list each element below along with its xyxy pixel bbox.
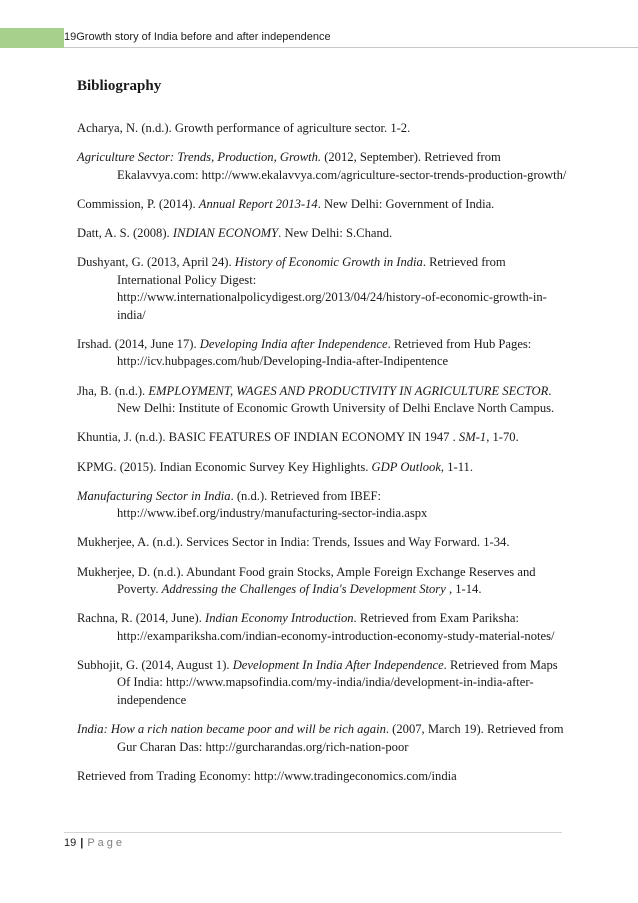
- entry-text: , 1-70.: [486, 430, 519, 445]
- bibliography-entry: [77, 564, 567, 599]
- page-footer: [64, 837, 125, 849]
- bibliography-entry: [77, 429, 567, 447]
- entry-text: Mukherjee, A. (n.d.). Services Sector in India: Trends, Issues and Way Forward. 1-34.: [77, 535, 510, 550]
- entry-title: GDP Outlook: [371, 459, 441, 474]
- entry-title: EMPLOYMENT, WAGES AND PRODUCTIVITY IN AGRICULTURE SECTOR: [148, 383, 549, 398]
- entry-title: History of Economic Growth in India: [234, 255, 423, 270]
- entry-text: Datt, A. S. (2008).: [77, 226, 173, 241]
- page-title: Bibliography: [77, 78, 162, 94]
- entry-text: Khuntia, J. (n.d.). BASIC FEATURES OF INDIAN ECONOMY IN 1947 .: [77, 430, 459, 445]
- entry-text: Jha, B. (n.d.).: [77, 383, 149, 398]
- header-rule: [64, 47, 638, 48]
- entry-text: Subhojit, G. (2014, August 1).: [77, 657, 233, 672]
- entry-text: Rachna, R. (2014, June).: [77, 611, 206, 626]
- footer-separator: |: [80, 837, 84, 849]
- entry-text: Retrieved from Trading Economy: http://www.tradingeconomics.com/india: [77, 768, 457, 783]
- bibliography-list: [77, 120, 567, 797]
- entry-text: Commission, P. (2014).: [77, 196, 199, 211]
- entry-title: Manufacturing Sector in India: [77, 488, 231, 503]
- bibliography-entry: [77, 657, 567, 710]
- entry-text: , 1-11.: [440, 459, 473, 474]
- entry-text: . Retrieved from Hub Pages: http://icv.hubpages.com/hub/Developing-India-after-Indipentence: [117, 336, 532, 369]
- bibliography-entry: [77, 488, 567, 523]
- entry-title: Developing India after Independence: [199, 336, 388, 351]
- footer-page-number: 19: [64, 837, 77, 849]
- entry-text: Irshad. (2014, June 17).: [77, 336, 200, 351]
- bibliography-entry: [77, 336, 567, 371]
- bibliography-entry: [77, 196, 567, 214]
- entry-title: India: How a rich nation became poor and will be rich again: [77, 722, 386, 737]
- footer-rule: [64, 832, 562, 833]
- bibliography-entry: [77, 721, 567, 756]
- entry-title: Addressing the Challenges of India's Development Story: [161, 582, 446, 597]
- header-running-title: Growth story of India before and after independence: [76, 31, 331, 43]
- entry-title: Development In India After Independence: [232, 657, 444, 672]
- entry-text: KPMG. (2015). Indian Economic Survey Key Highlights.: [77, 459, 372, 474]
- entry-text: Mukherjee, D. (n.d.). Abundant Food grain Stocks, Ample Foreign Exchange Reserves and Poverty.: [77, 564, 536, 597]
- bibliography-entry: [77, 225, 567, 243]
- bibliography-entry: [77, 768, 567, 786]
- header-text: [64, 31, 331, 43]
- bibliography-entry: [77, 254, 567, 324]
- bibliography-entry: [77, 383, 567, 418]
- entry-text: . New Delhi: Institute of Economic Growth University of Delhi Enclave North Campus.: [117, 383, 555, 416]
- entry-title: SM-1: [458, 430, 487, 445]
- entry-text: , 1-14.: [445, 582, 482, 597]
- bibliography-entry: [77, 459, 567, 477]
- entry-text: . (n.d.). Retrieved from IBEF: http://www.ibef.org/industry/manufacturing-sector-india.aspx: [117, 488, 428, 521]
- header-page-number: 19: [64, 31, 77, 43]
- entry-title: Agriculture Sector: Trends, Production, Growth.: [77, 150, 322, 165]
- bibliography-entry: [77, 120, 567, 138]
- entry-text: . New Delhi: Government of India.: [317, 196, 495, 211]
- entry-text: . Retrieved from International Policy Digest: http://www.internationalpolicydigest.org/2013/04/24/history-of-economic-growth-in-india/: [117, 255, 547, 322]
- bibliography-entry: [77, 534, 567, 552]
- bibliography-entry: [77, 610, 567, 645]
- entry-text: Acharya, N. (n.d.). Growth performance of agriculture sector. 1-2.: [77, 121, 411, 135]
- header-accent-block: [0, 28, 64, 48]
- entry-text: . Retrieved from Maps Of India: http://www.mapsofindia.com/my-india/india/development-in-india-after-independence: [117, 657, 558, 707]
- entry-text: . (2007, March 19). Retrieved from Gur Charan Das: http://gurcharandas.org/rich-nation-poor: [117, 722, 564, 754]
- footer-page-label: Page: [87, 837, 126, 849]
- bibliography-entry: [77, 149, 567, 184]
- entry-text: . Retrieved from Exam Pariksha: http://exampariksha.com/indian-economy-introduction-economy-study-material-notes/: [117, 611, 555, 643]
- entry-text: (2012, September). Retrieved from Ekalavvya.com: http://www.ekalavvya.com/agriculture-sector-trends-production-growth/: [117, 150, 567, 182]
- running-header: [0, 28, 638, 48]
- entry-text: . New Delhi: S.Chand.: [278, 226, 393, 241]
- entry-title: INDIAN ECONOMY: [172, 226, 279, 241]
- entry-text: Dushyant, G. (2013, April 24).: [77, 255, 235, 270]
- entry-title: Indian Economy Introduction: [205, 611, 354, 626]
- entry-title: Annual Report 2013-14: [198, 196, 318, 211]
